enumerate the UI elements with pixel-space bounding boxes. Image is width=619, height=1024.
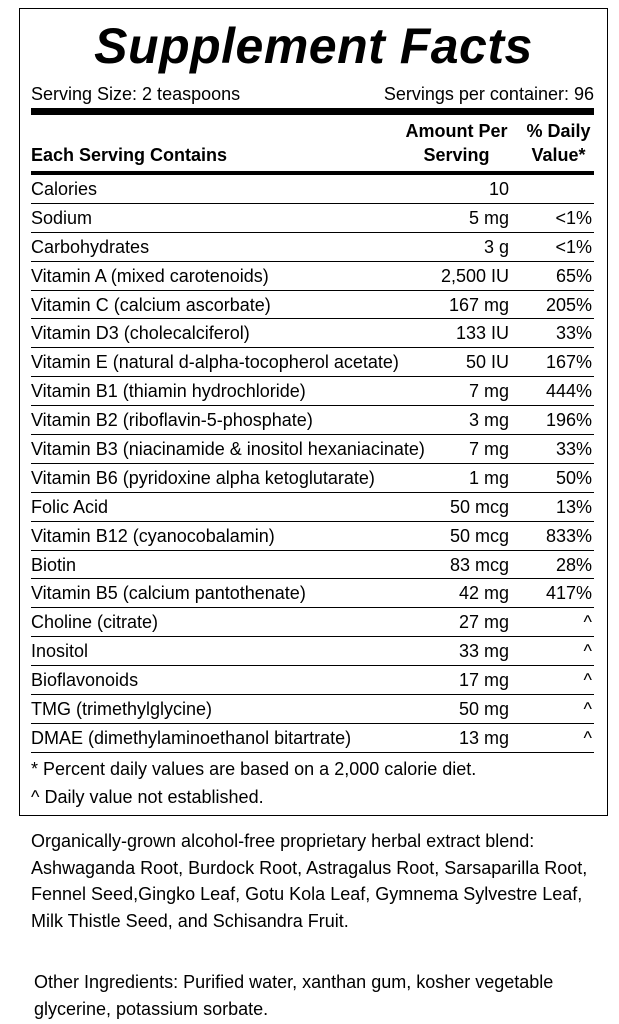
serving-info xyxy=(31,82,607,106)
nutrient-name: Bioflavonoids xyxy=(31,670,139,691)
blend-line: Milk Thistle Seed, and Schisandra Fruit. xyxy=(31,910,349,931)
nutrient-daily-value: 196% xyxy=(545,410,592,431)
nutrient-daily-value xyxy=(509,175,594,203)
table-row xyxy=(31,666,594,695)
footnote-not-established: ^ Daily value not established. xyxy=(31,786,264,807)
nutrient-amount: 7 mg xyxy=(468,381,509,402)
nutrient-amount: 13 mg xyxy=(458,727,509,748)
nutrient-name: TMG (trimethylglycine) xyxy=(31,699,213,720)
nutrient-daily-value: ^ xyxy=(583,641,592,662)
nutrient-amount: 3 g xyxy=(483,236,509,257)
nutrient-amount: 83 mcg xyxy=(449,554,509,575)
nutrient-name: Vitamin B12 (cyanocobalamin) xyxy=(31,525,275,546)
blend-line: Organically-grown alcohol-free proprietary herbal extract blend: xyxy=(31,831,535,851)
thick-divider xyxy=(31,108,594,115)
nutrient-daily-value: 50% xyxy=(555,467,592,488)
nutrient-amount: 5 mg xyxy=(468,207,509,228)
nutrient-amount: 50 mcg xyxy=(449,496,509,517)
nutrient-amount: 50 IU xyxy=(465,352,509,373)
nutrient-name: Biotin xyxy=(31,554,77,575)
nutrient-name: Vitamin C (calcium ascorbate) xyxy=(31,294,271,315)
nutrient-daily-value: 417% xyxy=(545,583,592,604)
header-amount-line2: Serving xyxy=(423,145,490,165)
servings-per-container: Servings per container: 96 xyxy=(383,84,594,104)
serving-size: Serving Size: 2 teaspoons xyxy=(31,84,241,104)
nutrient-amount: 33 mg xyxy=(458,641,509,662)
nutrient-daily-value: <1% xyxy=(555,207,592,228)
nutrient-amount: 27 mg xyxy=(458,612,509,633)
header-amount-line1: Amount Per xyxy=(405,121,508,141)
nutrient-daily-value: 65% xyxy=(555,265,592,286)
nutrient-name: Vitamin E (natural d-alpha-tocopherol acetate) xyxy=(31,352,399,373)
nutrient-daily-value: 167% xyxy=(545,352,592,373)
blend-line: Ashwaganda Root, Burdock Root, Astragalus Root, Sarsaparilla Root, xyxy=(31,857,588,878)
header-dv-line1: % Daily xyxy=(526,121,591,141)
panel-title: Supplement Facts xyxy=(94,18,533,74)
table-row xyxy=(31,233,594,262)
nutrient-daily-value: 205% xyxy=(545,294,592,315)
table-row xyxy=(31,579,594,608)
table-row xyxy=(31,724,594,753)
table-row xyxy=(31,319,594,348)
table-header xyxy=(31,115,594,171)
footnote-percent: * Percent daily values are based on a 2,000 calorie diet. xyxy=(31,758,477,779)
table-row xyxy=(31,551,594,580)
nutrient-name: Folic Acid xyxy=(31,496,109,517)
table-row xyxy=(31,377,594,406)
nutrient-amount: 10 xyxy=(488,179,509,199)
nutrient-name: Vitamin D3 (cholecalciferol) xyxy=(31,323,250,344)
herbal-blend xyxy=(31,828,611,934)
nutrient-daily-value: 33% xyxy=(555,323,592,344)
nutrient-name: DMAE (dimethylaminoethanol bitartrate) xyxy=(31,727,352,748)
table-row xyxy=(31,204,594,233)
table-row xyxy=(31,493,594,522)
nutrient-daily-value: <1% xyxy=(555,236,592,257)
table-row xyxy=(31,435,594,464)
nutrient-daily-value: ^ xyxy=(583,727,592,748)
nutrient-amount: 3 mg xyxy=(468,410,509,431)
nutrient-name: Vitamin B2 (riboflavin-5-phosphate) xyxy=(31,410,313,431)
nutrient-amount: 7 mg xyxy=(468,439,509,460)
table-row xyxy=(31,637,594,666)
header-amount xyxy=(386,119,509,167)
nutrient-amount: 50 mcg xyxy=(449,525,509,546)
header-dv-line2: Value* xyxy=(531,145,586,165)
nutrient-name: Calories xyxy=(31,179,98,199)
nutrient-amount: 17 mg xyxy=(458,670,509,691)
table-row xyxy=(31,291,594,320)
table-row xyxy=(31,348,594,377)
blend-line: Fennel Seed,Gingko Leaf, Gotu Kola Leaf, Gymnema Sylvestre Leaf, xyxy=(31,884,583,904)
nutrient-daily-value: ^ xyxy=(583,699,592,720)
nutrient-amount: 42 mg xyxy=(458,583,509,604)
table-row xyxy=(31,695,594,724)
table-row xyxy=(31,262,594,291)
other-ingredients-line: glycerine, potassium sorbate. xyxy=(34,998,269,1019)
other-ingredients-line: Other Ingredients: Purified water, xanthan gum, kosher vegetable xyxy=(34,972,554,992)
nutrient-name: Vitamin B3 (niacinamide & inositol hexaniacinate) xyxy=(31,439,425,460)
supplement-facts-panel xyxy=(19,8,608,816)
other-ingredients xyxy=(34,969,614,1022)
nutrient-daily-value: 444% xyxy=(545,381,592,402)
nutrient-daily-value: ^ xyxy=(583,670,592,691)
footnotes xyxy=(31,755,607,811)
nutrient-rows xyxy=(31,175,594,753)
nutrient-name: Vitamin B5 (calcium pantothenate) xyxy=(31,583,306,604)
nutrient-daily-value: 33% xyxy=(555,439,592,460)
nutrient-amount: 133 IU xyxy=(455,323,509,344)
nutrient-amount: 2,500 IU xyxy=(440,265,509,286)
nutrient-amount: 50 mg xyxy=(458,699,509,720)
header-daily-value xyxy=(509,119,594,167)
header-each-serving: Each Serving Contains xyxy=(31,145,228,165)
table-row xyxy=(31,175,594,204)
nutrient-daily-value: 13% xyxy=(555,496,592,517)
table-row xyxy=(31,406,594,435)
nutrient-name: Carbohydrates xyxy=(31,236,150,257)
nutrient-name: Choline (citrate) xyxy=(31,612,159,633)
nutrient-amount: 1 mg xyxy=(468,467,509,488)
nutrient-daily-value: 833% xyxy=(545,525,592,546)
nutrient-name: Inositol xyxy=(31,641,89,662)
nutrient-daily-value: ^ xyxy=(583,612,592,633)
nutrient-name: Sodium xyxy=(31,207,93,228)
table-row xyxy=(31,608,594,637)
nutrient-name: Vitamin A (mixed carotenoids) xyxy=(31,265,269,286)
nutrient-name: Vitamin B6 (pyridoxine alpha ketoglutarate) xyxy=(31,467,375,488)
nutrient-name: Vitamin B1 (thiamin hydrochloride) xyxy=(31,381,306,402)
nutrient-amount: 167 mg xyxy=(448,294,509,315)
table-row xyxy=(31,522,594,551)
table-row xyxy=(31,464,594,493)
nutrient-daily-value: 28% xyxy=(555,554,592,575)
